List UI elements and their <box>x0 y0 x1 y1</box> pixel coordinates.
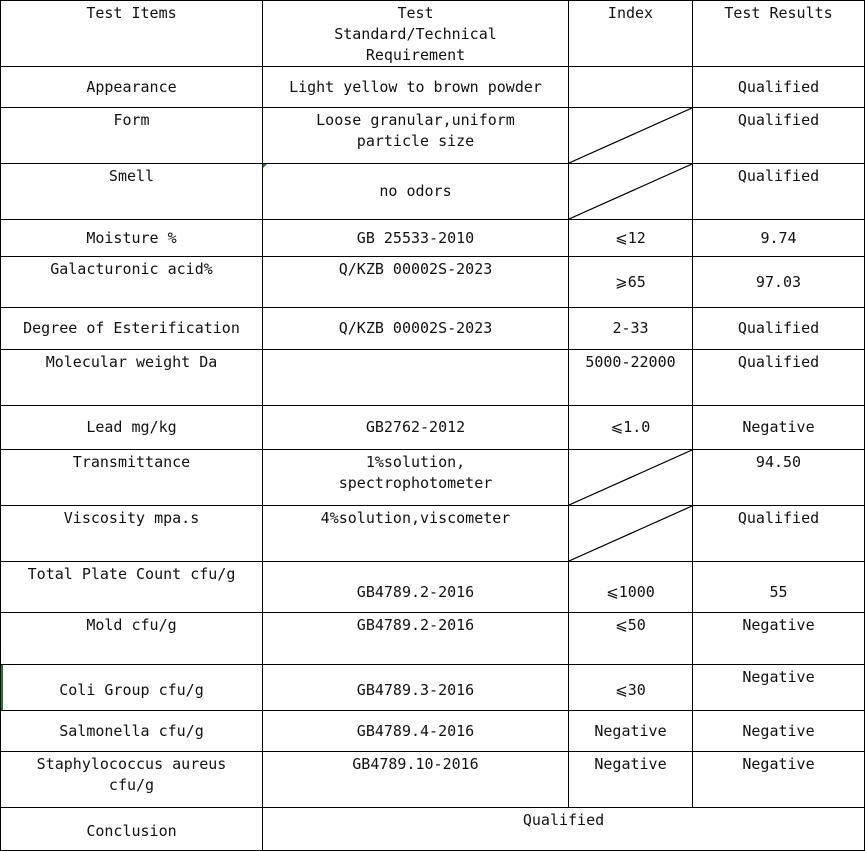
item-cell: Molecular weight Da <box>1 350 263 406</box>
index-cell <box>569 164 693 220</box>
item-cell: Galacturonic acid% <box>1 257 263 308</box>
result-cell: Negative <box>693 665 865 711</box>
table-row <box>1 108 865 164</box>
table-row <box>1 450 865 506</box>
index-cell: Negative <box>569 752 693 808</box>
standard-cell: Q/KZB 00002S-2023 <box>263 257 569 308</box>
header-index: Index <box>569 1 693 67</box>
table-row <box>1 406 865 450</box>
standard-cell <box>263 164 569 220</box>
index-cell: ⩽50 <box>569 613 693 665</box>
item-cell: Total Plate Count cfu/g <box>1 562 263 613</box>
table-row <box>1 308 865 350</box>
index-cell <box>569 506 693 562</box>
diagonal-strike <box>569 108 692 163</box>
result-cell: 97.03 <box>693 257 865 308</box>
standard-cell: GB4789.2-2016 <box>263 613 569 665</box>
cell-marker <box>1 665 3 710</box>
header-test-standard: Test Standard/Technical Requirement <box>263 1 569 67</box>
result-cell: Qualified <box>693 108 865 164</box>
table-row <box>1 506 865 562</box>
item-cell: Transmittance <box>1 450 263 506</box>
table-row <box>1 257 865 308</box>
index-cell: 5000-22000 <box>569 350 693 406</box>
table-row <box>1 562 865 613</box>
item-cell <box>1 665 263 711</box>
item-cell: Moisture % <box>1 220 263 257</box>
item-cell: Salmonella cfu/g <box>1 711 263 752</box>
standard-cell: 4%solution,viscometer <box>263 506 569 562</box>
index-cell: ⩽1.0 <box>569 406 693 450</box>
header-test-items: Test Items <box>1 1 263 67</box>
item-value: Coli Group cfu/g <box>59 681 204 699</box>
standard-cell <box>263 350 569 406</box>
result-cell: Negative <box>693 613 865 665</box>
index-cell: ⩽1000 <box>569 562 693 613</box>
table-row <box>1 665 865 711</box>
index-cell <box>569 108 693 164</box>
diagonal-strike <box>569 450 692 505</box>
item-cell: Form <box>1 108 263 164</box>
diagonal-strike <box>569 164 692 219</box>
table-row <box>1 220 865 257</box>
index-cell: ⩽30 <box>569 665 693 711</box>
standard-cell: 1%solution, spectrophotometer <box>263 450 569 506</box>
item-cell: Degree of Esterification <box>1 308 263 350</box>
standard-cell: GB2762-2012 <box>263 406 569 450</box>
index-cell: Negative <box>569 711 693 752</box>
conclusion-row <box>1 808 865 851</box>
cell-marker <box>263 164 267 168</box>
result-cell: 9.74 <box>693 220 865 257</box>
diagonal-strike <box>569 506 692 561</box>
result-cell: Qualified <box>693 164 865 220</box>
table-row <box>1 67 865 108</box>
conclusion-value: Qualified <box>263 808 865 851</box>
standard-cell: GB4789.10-2016 <box>263 752 569 808</box>
result-cell: Negative <box>693 406 865 450</box>
table-row <box>1 711 865 752</box>
standard-cell: GB4789.3-2016 <box>263 665 569 711</box>
index-cell: ⩾65 <box>569 257 693 308</box>
item-cell: Smell <box>1 164 263 220</box>
result-cell: 94.50 <box>693 450 865 506</box>
result-cell: Negative <box>693 711 865 752</box>
conclusion-label: Conclusion <box>1 808 263 851</box>
result-cell: Negative <box>693 752 865 808</box>
item-cell: Viscosity mpa.s <box>1 506 263 562</box>
result-cell: Qualified <box>693 67 865 108</box>
result-cell: Qualified <box>693 350 865 406</box>
result-cell: 55 <box>693 562 865 613</box>
standard-cell: Light yellow to brown powder <box>263 67 569 108</box>
index-cell <box>569 67 693 108</box>
standard-cell: GB 25533-2010 <box>263 220 569 257</box>
item-cell: Lead mg/kg <box>1 406 263 450</box>
table-row <box>1 350 865 406</box>
result-cell: Qualified <box>693 308 865 350</box>
header-row <box>1 1 865 67</box>
index-cell: 2-33 <box>569 308 693 350</box>
item-cell: Appearance <box>1 67 263 108</box>
item-cell: Mold cfu/g <box>1 613 263 665</box>
table-row <box>1 164 865 220</box>
index-cell <box>569 450 693 506</box>
index-cell: ⩽12 <box>569 220 693 257</box>
standard-cell: GB4789.4-2016 <box>263 711 569 752</box>
table-row <box>1 613 865 665</box>
table-row <box>1 752 865 808</box>
standard-value: no odors <box>379 182 452 200</box>
result-cell: Qualified <box>693 506 865 562</box>
header-test-results: Test Results <box>693 1 865 67</box>
item-cell: Staphylococcus aureus cfu/g <box>1 752 263 808</box>
standard-cell: Q/KZB 00002S-2023 <box>263 308 569 350</box>
standard-cell: GB4789.2-2016 <box>263 562 569 613</box>
standard-cell: Loose granular,uniform particle size <box>263 108 569 164</box>
